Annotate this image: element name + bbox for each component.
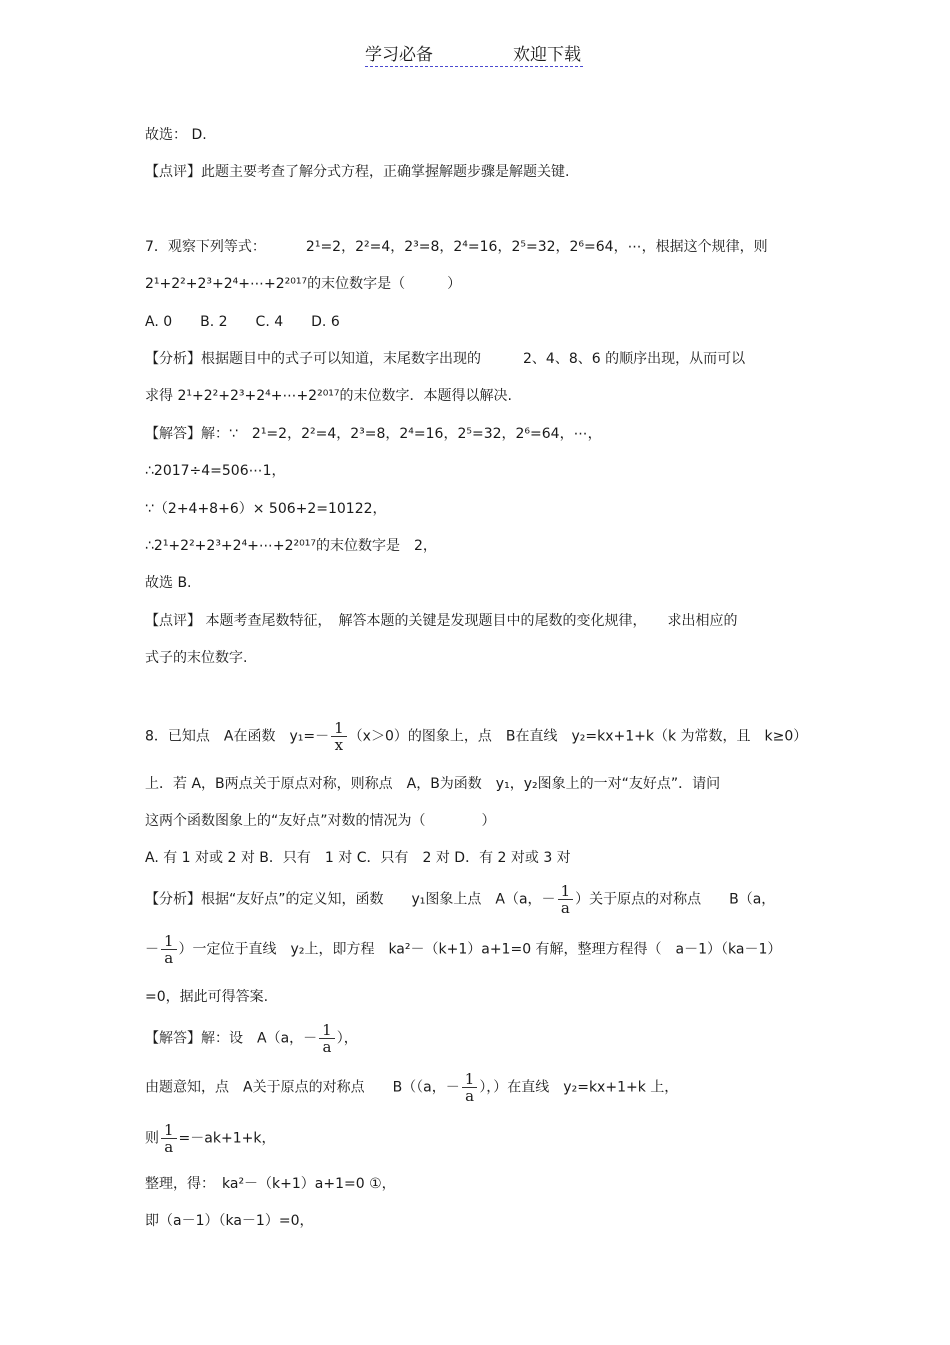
text-line: 【点评】 本题考查尾数特征， 解答本题的关键是发现题目中的尾数的变化规律， 求出相应的: [145, 613, 738, 629]
text-span: 【分析】根据“友好点”的定义知，函数 y₁图象上点 A（a，－: [145, 891, 556, 908]
text-span: －: [145, 941, 159, 958]
text-line: [145, 1071, 678, 1104]
fraction-1-over-a: $\frac{1}{a}$: [161, 1122, 177, 1155]
text-span: ），: [336, 1030, 358, 1047]
text-line: 整理，得： ka²－（k+1）a+1=0 ①，: [145, 1176, 396, 1192]
text-line: 求得 2¹+2²+2³+2⁴+⋯+2²⁰¹⁷的末位数字．本题得以解决.: [145, 388, 512, 404]
text-line: 【点评】此题主要考查了解分式方程，正确掌握解题步骤是解题关键.: [145, 164, 570, 180]
text-span: ）关于原点的对称点 B（a，: [575, 891, 776, 908]
text-line: 2¹+2²+2³+2⁴+⋯+2²⁰¹⁷的末位数字是（ ）: [145, 276, 462, 292]
text-span: ）一定位于直线 y₂上，即方程 ka²－（k+1）a+1=0 有解，整理方程得（ a－1）（ka－1）: [178, 941, 782, 958]
text-line: 这两个函数图象上的“友好点”对数的情况为（ ）: [145, 813, 496, 829]
text-line: 即（a－1）（ka－1）=0，: [145, 1213, 314, 1229]
fraction-1-over-a: $\frac{1}{a}$: [319, 1022, 335, 1055]
question-7-stem: [145, 237, 768, 257]
page-header: [365, 40, 583, 67]
text-line: 故选 B.: [145, 575, 192, 591]
text-line: 式子的末位数字.: [145, 650, 248, 666]
text-line: 上．若 A，B两点关于原点对称，则称点 A，B为函数 y₁，y₂图象上的一对“友好点”．请问: [145, 776, 721, 792]
fraction-1-over-x: $\frac{1}{x}$: [331, 720, 347, 753]
text-line: [145, 883, 775, 916]
text-span: 【解答】解：设 A（a，－: [145, 1030, 318, 1047]
text-line: [145, 1122, 275, 1155]
fraction-1-over-a: $\frac{1}{a}$: [161, 933, 177, 966]
question-8-stem: [145, 720, 807, 753]
question-7-options: A. 0 B. 2 C. 4 D. 6: [145, 314, 340, 330]
text-line: [145, 933, 781, 966]
text-span: ），）在直线 y₂=kx+1+k 上，: [479, 1079, 679, 1096]
text-line: ∵（2+4+8+6）× 506+2=10122，: [145, 501, 387, 517]
text-line: ∴2¹+2²+2³+2⁴+⋯+2²⁰¹⁷的末位数字是 2，: [145, 538, 437, 554]
text-line: 【解答】解：∵ 2¹=2，2²=4，2³=8，2⁴=16，2⁵=32，2⁶=64，⋯，: [145, 426, 602, 442]
text-span: （x＞0）的图象上，点 B在直线 y₂=kx+1+k（k 为常数，且 k≥0）: [348, 728, 808, 745]
text-span: =－ak+1+k，: [178, 1130, 276, 1147]
text-line: =0，据此可得答案.: [145, 989, 269, 1005]
text-line: ∴2017÷4=506⋯1，: [145, 463, 286, 479]
header-right-text: 欢迎下载: [513, 45, 581, 65]
text-line: 【分析】根据题目中的式子可以知道，末尾数字出现的 2、4、8、6 的顺序出现，从而可以: [145, 351, 746, 367]
text-span: 8．已知点 A在函数 y₁=－: [145, 728, 330, 745]
header-left-text: 学习必备: [365, 45, 433, 65]
text-line: 故选： D.: [145, 127, 207, 143]
text-span: 则: [145, 1130, 159, 1147]
question-8-options: A. 有 1 对或 2 对 B．只有 1 对 C．只有 2 对 D．有 2 对或 3 对: [145, 850, 571, 866]
text-span: 由题意知，点 A关于原点的对称点 B（（a，－: [145, 1079, 460, 1096]
fraction-1-over-a: $\frac{1}{a}$: [558, 883, 574, 916]
text-span: 7．观察下列等式：: [145, 239, 266, 255]
text-line: [145, 1022, 358, 1055]
fraction-1-over-a: $\frac{1}{a}$: [462, 1071, 478, 1104]
text-span: 2¹=2，2²=4，2³=8，2⁴=16，2⁵=32，2⁶=64，⋯，根据这个规律，则: [305, 239, 768, 255]
